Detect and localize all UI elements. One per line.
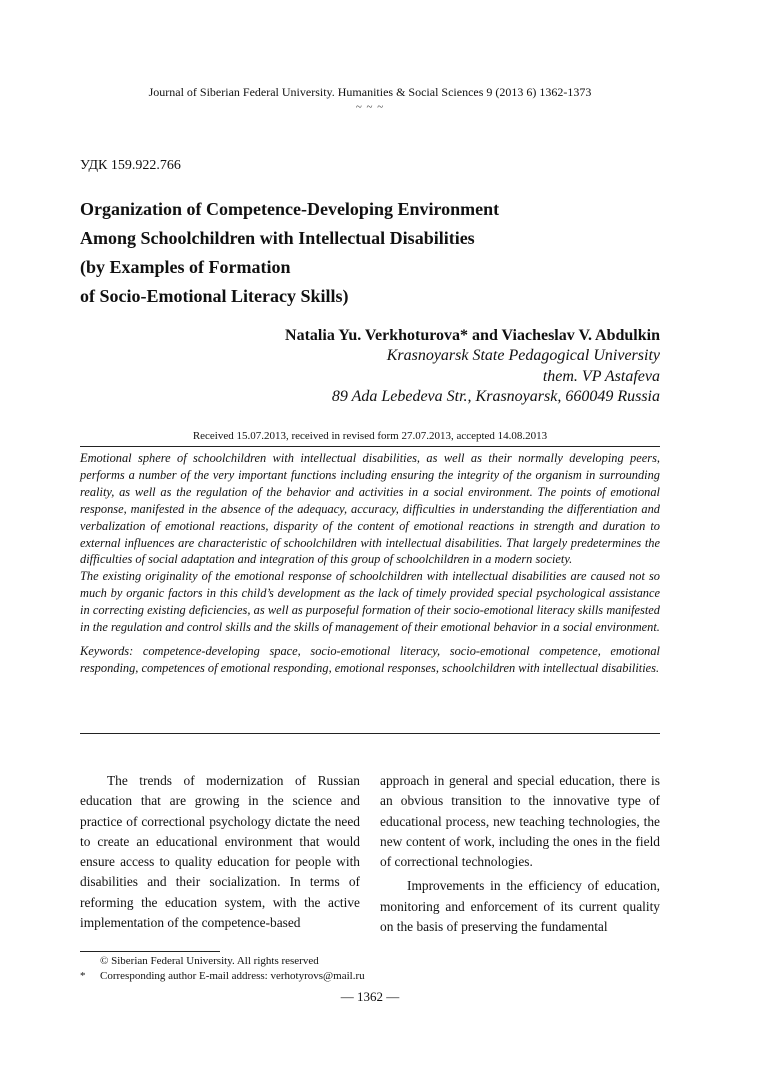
title-line: Among Schoolchildren with Intellectual Disabilities xyxy=(80,228,475,248)
authors: Natalia Yu. Verkhoturova* and Viacheslav V. Abdulkin xyxy=(285,327,660,344)
corresponding-author-note: Corresponding author E-mail address: verhotyrovs@mail.ru xyxy=(100,970,365,982)
asterisk-mark: * xyxy=(80,970,86,982)
footnote-copyright-row xyxy=(80,954,365,969)
body-paragraph: Improvements in the efficiency of education, monitoring and enforcement of its current quality on the basis of preserving the fundamental xyxy=(380,878,660,935)
footnote-rule xyxy=(80,951,220,952)
affiliation-line: 89 Ada Lebedeva Str., Krasnoyarsk, 660049 Russia xyxy=(331,388,660,405)
title-line: (by Examples of Formation xyxy=(80,257,291,277)
copyright-note: © Siberian Federal University. All rights reserved xyxy=(100,955,319,967)
body-column-right xyxy=(380,771,660,937)
article-title xyxy=(80,195,680,311)
page-number: — 1362 — xyxy=(340,989,400,1004)
abstract-top-rule xyxy=(80,446,660,447)
footnotes xyxy=(80,954,365,984)
udk-code: УДК 159.922.766 xyxy=(80,158,181,173)
abstract-paragraph: Emotional sphere of schoolchildren with intellectual disabilities, as well as their normally developing peers, performs a number of the very important functions including ensuring the integrity of the organism in surrounding reality, as well as the regulation of the behavior and activities in a social environment. The points of emotional response, manifested in the absence of the adequacy, accuracy, difficulties in understanding the differentiation and verbalization of emotional reactions, disparity of the content of emotional reactions in strength and duration to external influences are characteristic of schoolchildren with intellectual disabilities. That largely predetermines the difficulties of social adaptation and integration of this group of schoolchildren in a modern society. xyxy=(80,451,660,567)
abstract-bottom-rule xyxy=(80,733,660,734)
affiliation-line: them. VP Astafeva xyxy=(542,367,660,385)
abstract xyxy=(80,450,660,677)
title-line: of Socio-Emotional Literacy Skills) xyxy=(80,286,349,306)
affiliation xyxy=(332,346,660,408)
header-separator: ~ ~ ~ xyxy=(355,101,385,113)
abstract-paragraph: The existing originality of the emotional response of schoolchildren with intellectual disabilities are caused not so much by organic factors in this child’s development as the lack of timely provided special psychological assistance in correcting existing deficiencies, as well as purposeful formation of their socio-emotional literacy skills manifested in the regulation and control skills and the skills of management of their emotional behavior in a social environment. xyxy=(80,569,660,635)
received-dates: Received 15.07.2013, received in revised form 27.07.2013, accepted 14.08.2013 xyxy=(192,430,548,442)
body-column-left xyxy=(80,771,360,933)
body-paragraph: The trends of modernization of Russian education that are growing in the science and practice of correctional psychology dictate the need to create an educational environment that would ensure access to quality education for people with disabilities and their socialization. In terms of reforming the education system, with the active implementation of the competence-based xyxy=(80,773,360,931)
affiliation-line: Krasnoyarsk State Pedagogical University xyxy=(386,347,660,364)
title-line: Organization of Competence-Developing Environment xyxy=(80,199,500,219)
journal-header: Journal of Siberian Federal University. Humanities & Social Sciences 9 (2013 6) 1362-1373 xyxy=(148,85,592,99)
body-paragraph-continued: approach in general and special education, there is an obvious transition to the innovative type of educational process, new teaching technologies, the new content of work, including the ones in the field of correctional technologies. xyxy=(380,773,660,870)
keywords: Keywords: competence-developing space, socio-emotional literacy, socio-emotional competence, emotional responding, competences of emotional responding, emotional responses, schoolchildren with intellectual disabilities. xyxy=(80,643,660,675)
footnote-corresponding-row xyxy=(80,969,365,984)
